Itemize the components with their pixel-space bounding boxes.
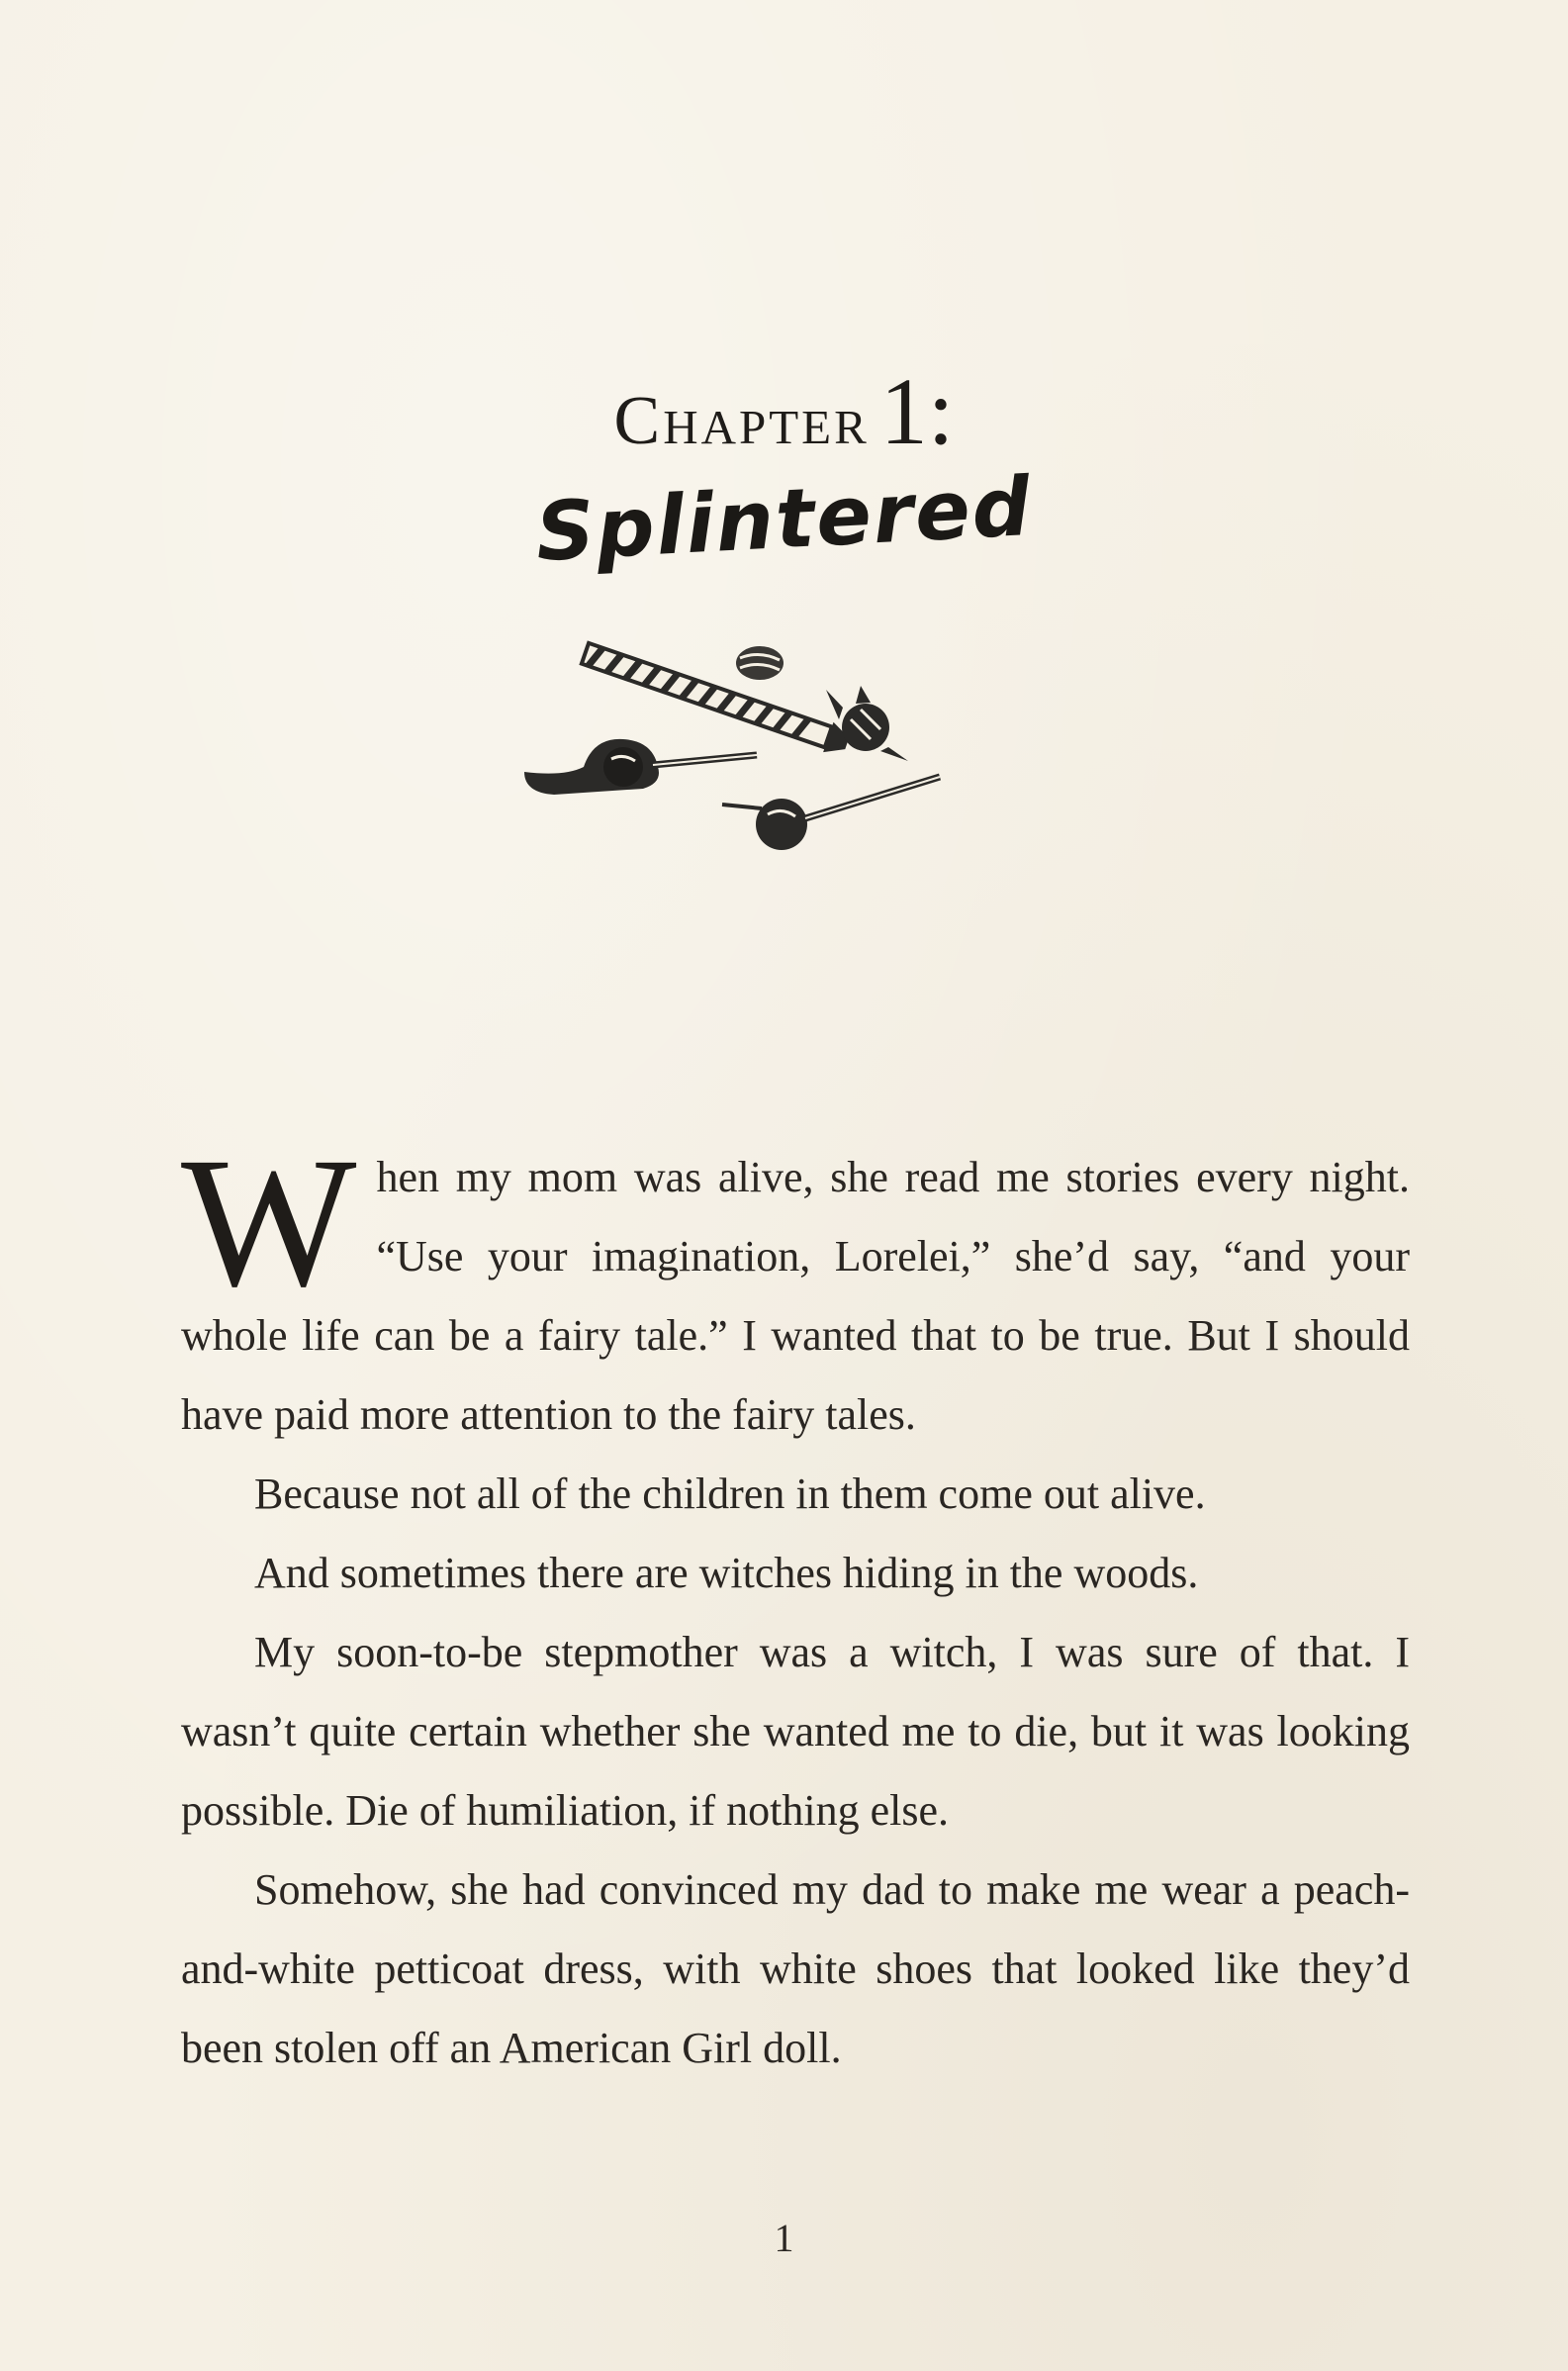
oval-candy-icon <box>736 646 784 680</box>
chapter-label: Chapter <box>613 383 870 459</box>
chapter-body <box>181 1118 1410 2088</box>
paragraph-3: And sometimes there are witches hiding in the woods. <box>254 1549 1199 1597</box>
drop-cap: W <box>181 1118 357 1325</box>
scattered-candies-icon <box>524 628 969 856</box>
paragraph-1 <box>181 1118 1410 1455</box>
paragraph-5: Somehow, she had convinced my dad to make me wear a peach-and-white petticoat dress, with white shoes that looked like they’d been stolen off an American Girl doll. <box>181 1865 1410 2072</box>
lollipop-bottom-icon <box>722 777 940 850</box>
paragraph-4: My soon-to-be stepmother was a witch, I was sure of that. I wasn’t quite certain whether she wanted me to die, but it was looking possible. Die of humiliation, if nothing else. <box>181 1628 1410 1835</box>
lollipop-left-icon <box>524 739 757 795</box>
page-number: 1 <box>774 2216 794 2260</box>
chapter-title: Splintered <box>533 459 1035 581</box>
chapter-number: 1: <box>879 358 955 464</box>
paragraph-1-text: hen my mom was alive, she read me stories every night. “Use your imagination, Lorelei,” she’d say, “and your whole life can be a fairy tale.” I wanted that to be true. But I should have paid more attention to the fairy tales. <box>181 1153 1410 1439</box>
paragraph-2: Because not all of the children in them come out alive. <box>254 1470 1206 1518</box>
